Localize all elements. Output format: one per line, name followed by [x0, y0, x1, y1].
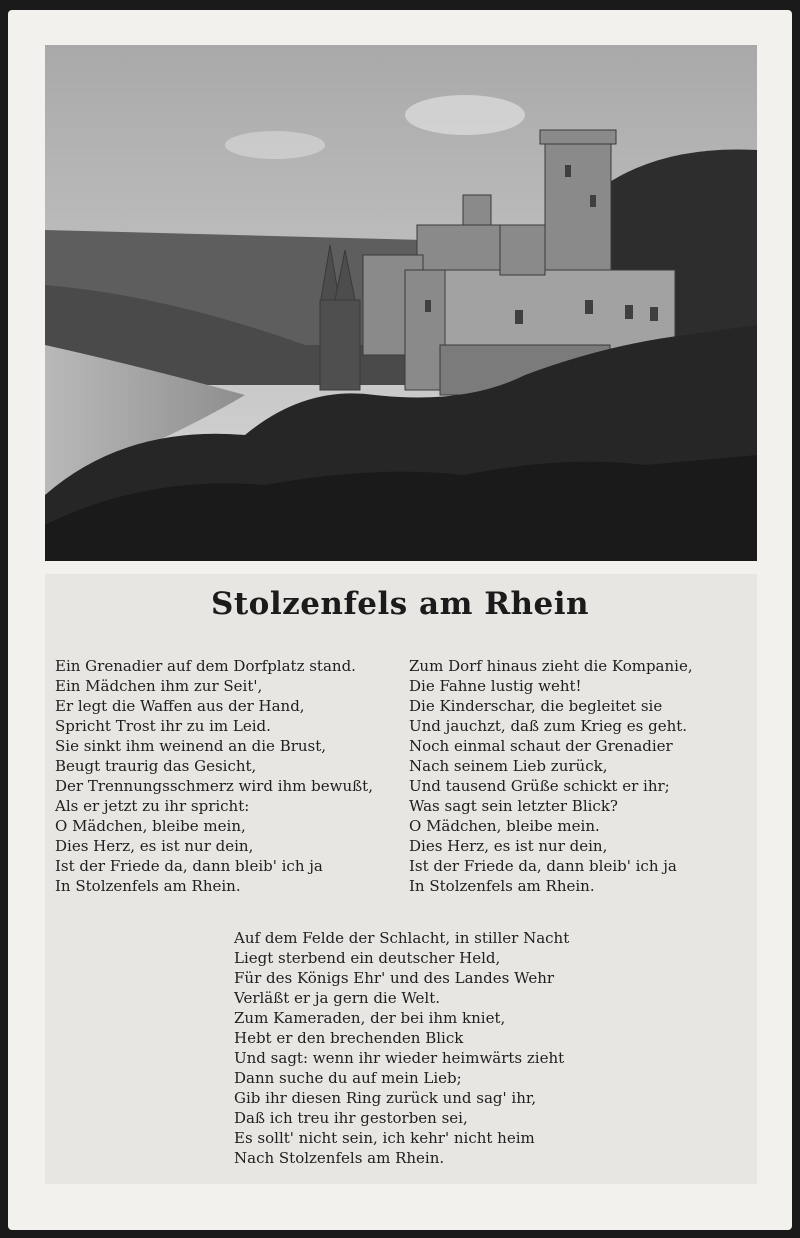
verse-line: Und tausend Grüße schickt er ihr; [409, 777, 670, 795]
verse-line: Für des Königs Ehr' und des Landes Wehr [234, 969, 555, 987]
verse-line: Nach Stolzenfels am Rhein. [234, 1149, 445, 1167]
verse-line: Spricht Trost ihr zu im Leid. [55, 717, 271, 735]
verse-line: Dies Herz, es ist nur dein, [55, 837, 254, 855]
verse-line: Hebt er den brechenden Blick [234, 1029, 464, 1047]
verse-line: Zum Kameraden, der bei ihm kniet, [234, 1009, 506, 1027]
verse-line: Gib ihr diesen Ring zurück und sag' ihr, [234, 1089, 537, 1107]
verse-line: Verläßt er ja gern die Welt. [234, 989, 441, 1007]
verse-line: O Mädchen, bleibe mein. [409, 817, 600, 835]
verse-line: Es sollt' nicht sein, ich kehr' nicht heim [234, 1129, 535, 1147]
verse-line: Ein Mädchen ihm zur Seit', [55, 677, 263, 695]
verse-line: Die Fahne lustig weht! [409, 677, 582, 695]
postcard-title: Stolzenfels am Rhein [210, 586, 590, 622]
verse-line: Liegt sterbend ein deutscher Held, [234, 949, 501, 967]
verse-line: In Stolzenfels am Rhein. [409, 877, 595, 895]
verse-line: Die Kinderschar, die begleitet sie [409, 697, 663, 715]
verse-line: Und sagt: wenn ihr wieder heimwärts zieht [234, 1049, 565, 1067]
verse-line: Als er jetzt zu ihr spricht: [55, 797, 250, 815]
verse-line: Noch einmal schaut der Grenadier [409, 737, 673, 755]
verse-line: Der Trennungsschmerz wird ihm bewußt, [55, 777, 373, 795]
verse-left [55, 656, 373, 896]
verse-line: Dies Herz, es ist nur dein, [409, 837, 608, 855]
verse-line: Zum Dorf hinaus zieht die Kompanie, [409, 657, 693, 675]
verse-bottom [234, 928, 569, 1168]
verse-line: Was sagt sein letzter Blick? [409, 797, 618, 815]
verse-line: Sie sinkt ihm weinend an die Brust, [55, 737, 327, 755]
castle-photo [45, 45, 757, 561]
castle-illustration [45, 45, 757, 561]
verse-line: Beugt traurig das Gesicht, [55, 757, 257, 775]
verse-line: Daß ich treu ihr gestorben sei, [234, 1109, 468, 1127]
verse-line: Nach seinem Lieb zurück, [409, 757, 608, 775]
verse-line: Ist der Friede da, dann bleib' ich ja [409, 857, 677, 875]
verse-line: Ein Grenadier auf dem Dorfplatz stand. [55, 657, 356, 675]
verse-line: Dann suche du auf mein Lieb; [234, 1069, 462, 1087]
verse-line: O Mädchen, bleibe mein, [55, 817, 246, 835]
verse-line: Auf dem Felde der Schlacht, in stiller Nacht [234, 929, 570, 947]
verse-line: Ist der Friede da, dann bleib' ich ja [55, 857, 323, 875]
verse-line: Er legt die Waffen aus der Hand, [55, 697, 305, 715]
verse-line: In Stolzenfels am Rhein. [55, 877, 241, 895]
verse-line: Und jauchzt, daß zum Krieg es geht. [409, 717, 688, 735]
verse-right [409, 656, 693, 896]
